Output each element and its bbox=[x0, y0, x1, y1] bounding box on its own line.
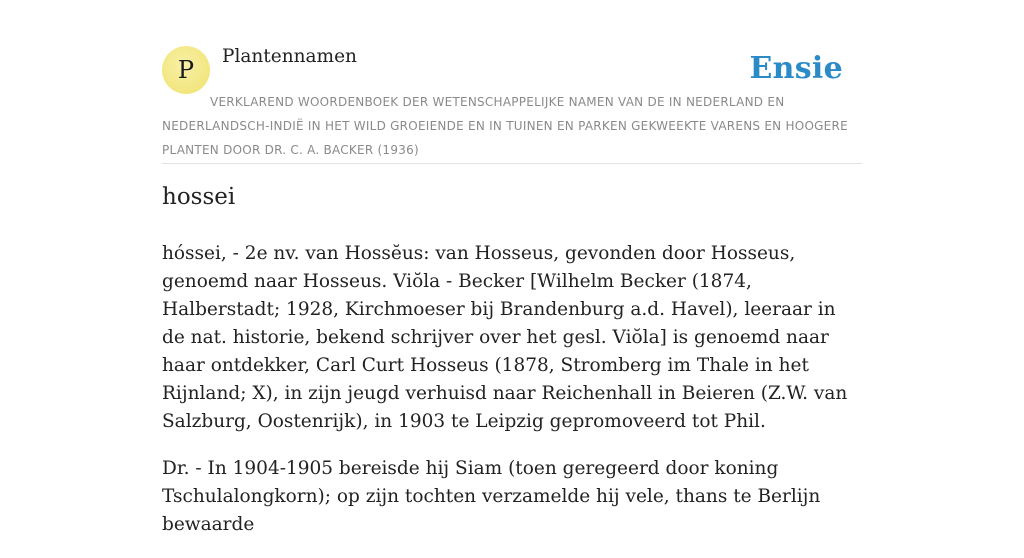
entry-paragraph: Dr. - In 1904-1905 bereisde hij Siam (toen geregeerd door koning Tschulalongkorn); op zijn tochten verzamelde hij vele, thans te Berlijn bewaarde bbox=[162, 458, 821, 535]
entry-paragraph: hóssei, - 2e nv. van Hossĕus: van Hosseus, gevonden door Hosseus, genoemd naar Hosseus. Viŏla - Becker [Wilhelm Becker (1874, Halberstadt; 1928, Kirchmoeser bij Brandenburg a.d. Havel), leeraar in de nat. historie, bekend schrijver over het gesl. Viŏla] is genoemd naar haar ontdekker, Carl Curt Hosseus (1878, Stromberg im Thale in het Rijnland; X), in zijn jeugd verhuisd naar Reichenhall in Beieren (Z.W. van Salzburg, Oostenrijk), in 1903 te Leipzig gepromoveerd tot Phil. bbox=[162, 243, 848, 432]
entry-title: hossei bbox=[162, 184, 236, 210]
header bbox=[162, 40, 862, 164]
avatar[interactable]: P bbox=[162, 46, 210, 94]
ensie-logo[interactable]: Ensie bbox=[749, 51, 843, 86]
site-name-link[interactable]: Plantennamen bbox=[222, 46, 357, 67]
entry-content bbox=[162, 240, 862, 558]
source-description: VERKLAREND WOORDENBOEK DER WETENSCHAPPELIJKE NAMEN VAN DE IN NEDERLAND EN NEDERLANDSCH-INDIË IN HET WILD GROEIENDE EN IN TUINEN EN PARKEN GEKWEEKTE VARENS EN HOOGERE PLANTEN DOOR DR. C. A. BACKER (1936) bbox=[162, 95, 848, 157]
